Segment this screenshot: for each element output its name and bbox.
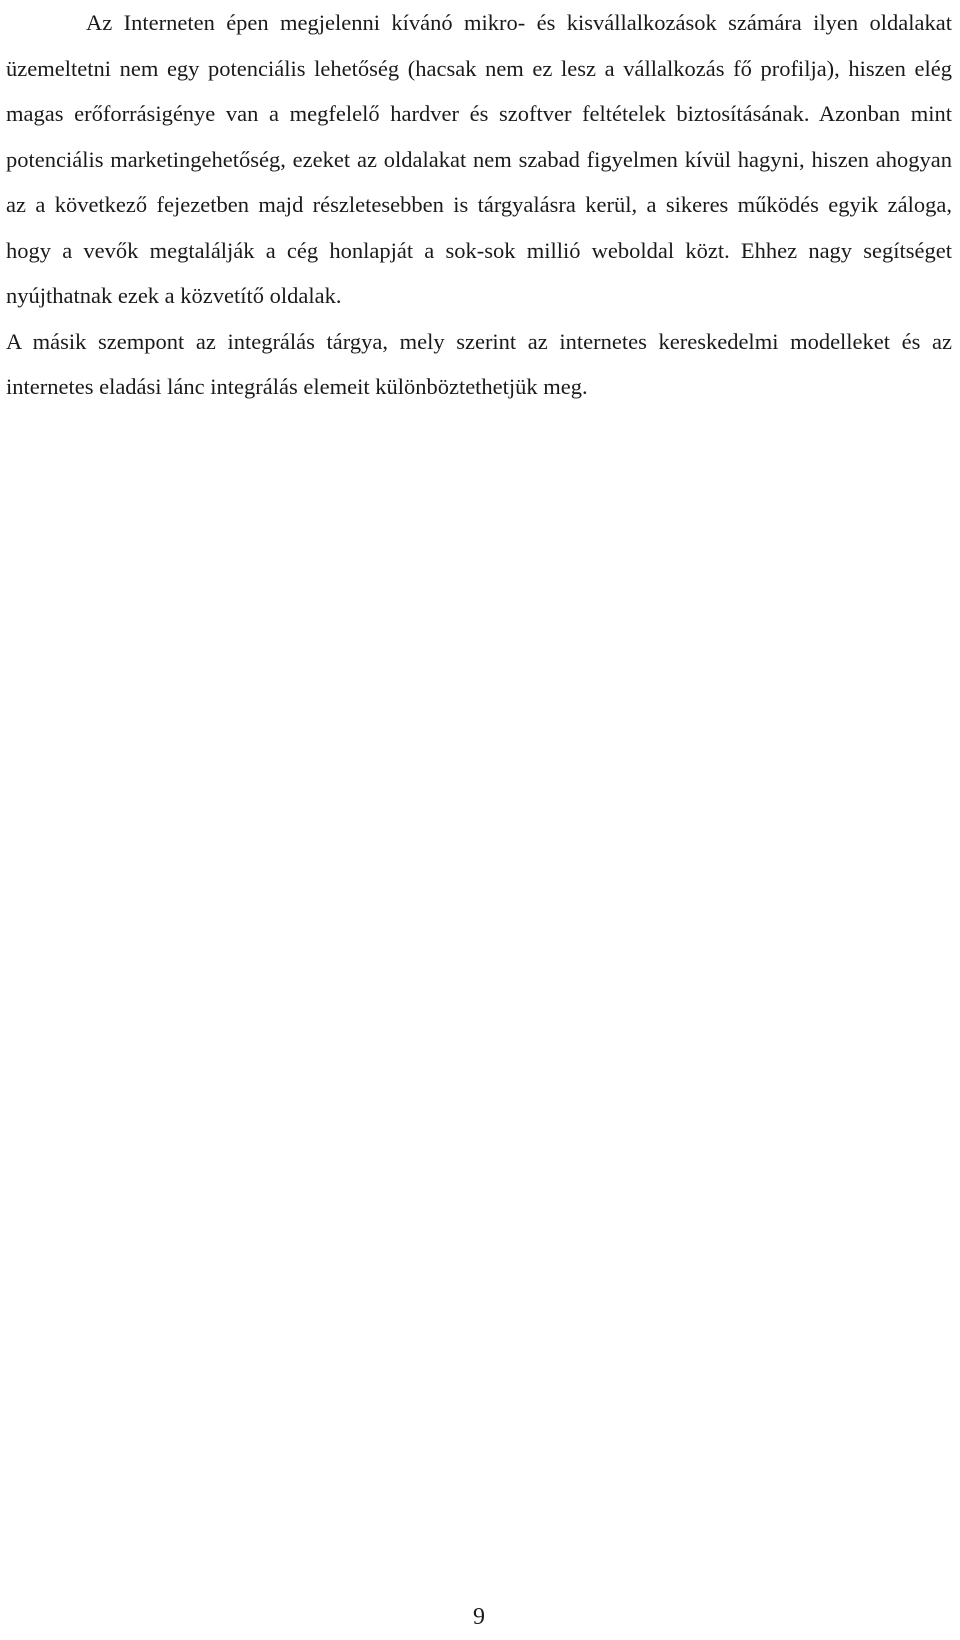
body-text	[6, 0, 952, 410]
paragraph-integration-aspect: A másik szempont az integrálás tárgya, mely szerint az internetes kereskedelmi modelleket és az internetes eladási lánc integrálás elemeit különböztethetjük meg.	[6, 328, 952, 399]
paragraph-intermediary-sites: Az Interneten épen megjelenni kívánó mikro- és kisvállalkozások számára ilyen oldalakat üzemeltetni nem egy potenciális lehetőség (hacsak nem ez lesz a vállalkozás fő profilja), hiszen elég magas erőforrásigénye van a megfelelő hardver és szoftver feltételek biztosításának. Azonban mint potenciális marketingehetőség, ezeket az oldalakat nem szabad figyelmen kívül hagyni, hiszen ahogyan az a következő fejezetben majd részletesebben is tárgyalásra kerül, a sikeres működés egyik záloga, hogy a vevők megtalálják a cég honlapját a sok-sok millió weboldal közt. Ehhez nagy segítséget nyújthatnak ezek a közvetítő oldalak.	[6, 10, 952, 308]
page-number: 9	[473, 1604, 485, 1630]
document-page	[6, 0, 952, 1640]
